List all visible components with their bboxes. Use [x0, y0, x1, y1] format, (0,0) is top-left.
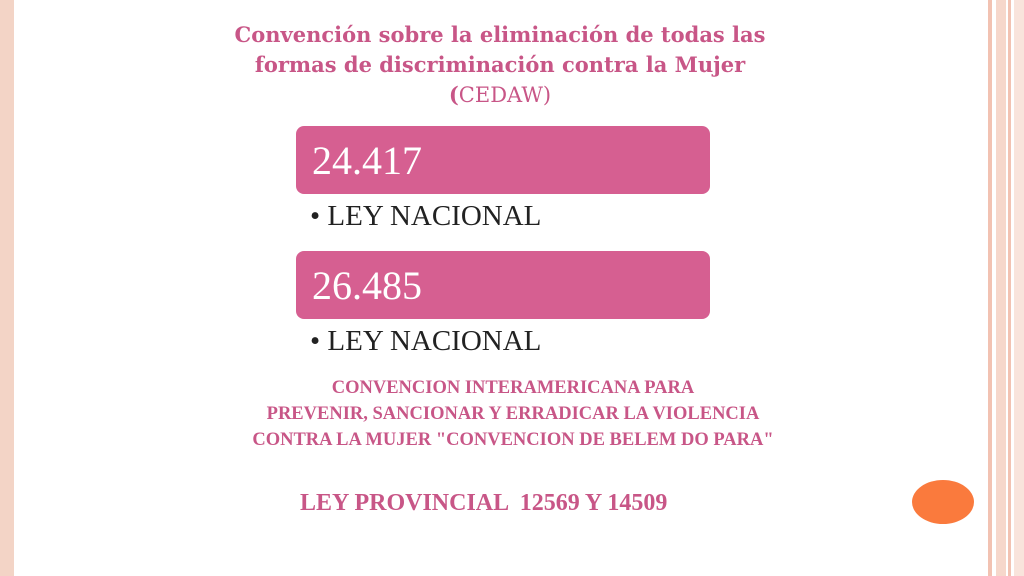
title-cedaw: CEDAW): [458, 83, 552, 107]
right-stripes-decoration: [988, 0, 1024, 576]
law-type-bullet-2: • LEY NACIONAL: [310, 325, 542, 357]
law-type-bullet-1: • LEY NACIONAL: [310, 200, 542, 232]
convencion-line-3: CONTRA LA MUJER "CONVENCION DE BELEM DO PARA": [252, 430, 774, 450]
title-line-3: [150, 80, 850, 110]
convencion-line-1: CONVENCION INTERAMERICANA PARA: [331, 378, 695, 398]
title-line-1: Convención sobre la eliminación de todas las: [234, 22, 766, 47]
law-number-block-1: [296, 126, 710, 194]
orange-circle-decoration: [912, 480, 974, 524]
law-number-block-2: [296, 251, 710, 319]
stripe: [988, 0, 992, 576]
left-edge-decoration: [0, 0, 14, 576]
title-paren: (: [448, 82, 459, 107]
law-number-1: 24.417: [312, 137, 422, 183]
stripe: [1008, 0, 1011, 576]
stripe: [996, 0, 1006, 576]
slide-title: [150, 20, 850, 110]
stripe: [1014, 0, 1024, 576]
convencion-line-2: PREVENIR, SANCIONAR Y ERRADICAR LA VIOLENCIA: [266, 404, 760, 424]
convencion-belem-text: [160, 375, 866, 453]
ley-provincial-text: LEY PROVINCIAL 12569 Y 14509: [300, 490, 668, 516]
law-number-2: 26.485: [312, 262, 422, 308]
title-line-2: formas de discriminación contra la Mujer: [254, 52, 746, 77]
